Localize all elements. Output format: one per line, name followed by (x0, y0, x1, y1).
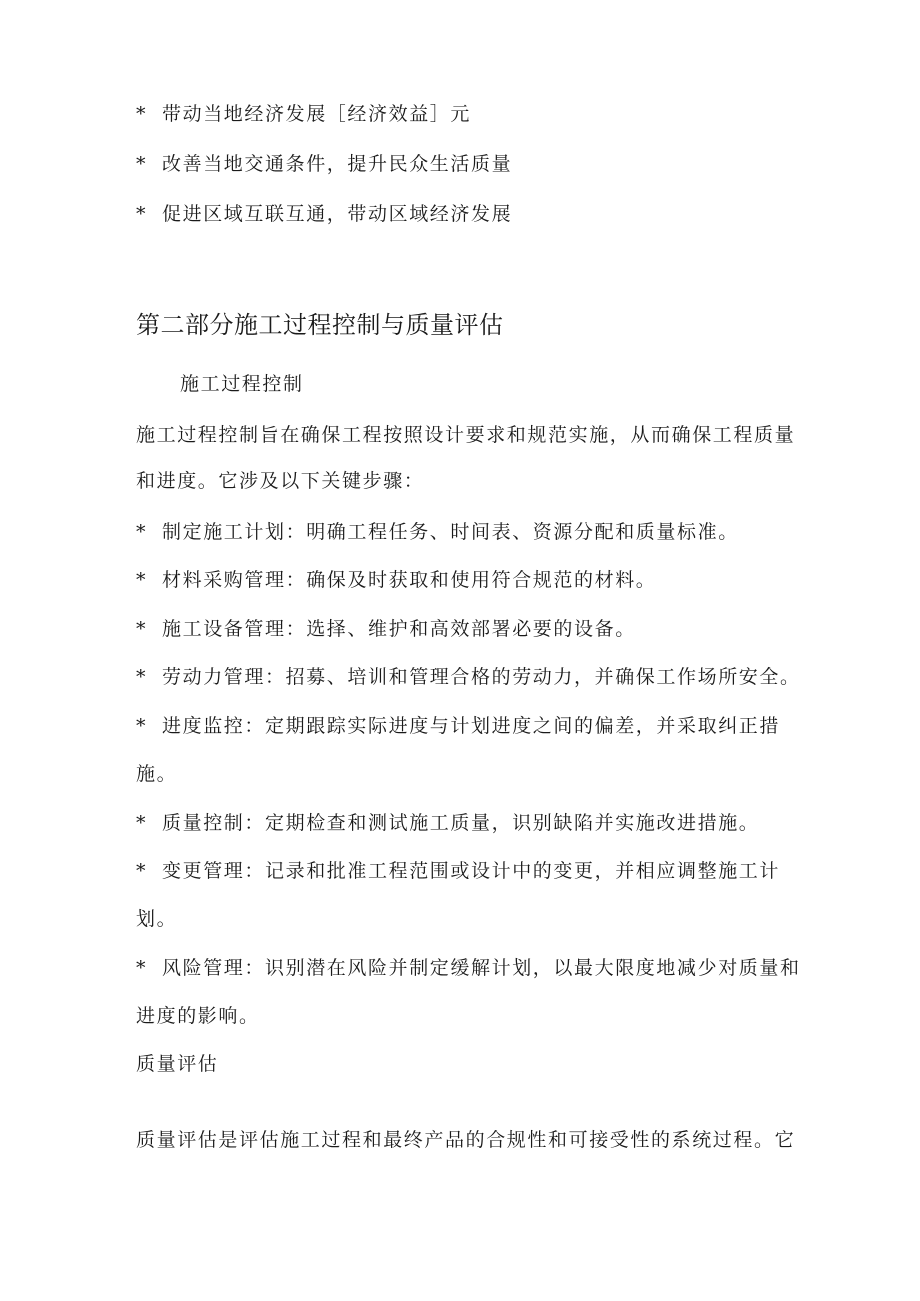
list-item-text: 风险管理：识别潜在风险并制定缓解计划，以最大限度地减少对质量和 (162, 957, 801, 979)
paragraph-line: 质量评估是评估施工过程和最终产品的合规性和可接受性的系统过程。它 (136, 1129, 796, 1151)
bullet-marker: * (136, 103, 148, 125)
bullet-marker: * (136, 957, 148, 979)
list-item-text: 材料采购管理：确保及时获取和使用符合规范的材料。 (162, 569, 657, 591)
bullet-marker: * (136, 812, 148, 834)
list-item (136, 858, 780, 884)
list-item (136, 616, 636, 642)
list-item (136, 810, 759, 836)
list-item (136, 201, 512, 227)
list-item-text: 进度监控：定期跟踪实际进度与计划进度之间的偏差，并采取纠正措 (162, 715, 781, 737)
list-item (136, 664, 801, 690)
list-item (136, 955, 801, 981)
list-item-text: 带动当地经济发展［经济效益］元 (162, 103, 472, 125)
list-item (136, 567, 656, 593)
subsection-title-control: 施工过程控制 (180, 373, 304, 395)
list-item-continuation: 施。 (136, 763, 178, 785)
list-item-text: 促进区域互联互通，带动区域经济发展 (162, 203, 513, 225)
paragraph-line: 施工过程控制旨在确保工程按照设计要求和规范实施，从而确保工程质量 (136, 424, 796, 446)
list-item (136, 713, 780, 739)
list-item-text: 制定施工计划：明确工程任务、时间表、资源分配和质量标准。 (162, 521, 739, 543)
list-item (136, 101, 471, 127)
subsection-title-quality: 质量评估 (136, 1053, 219, 1075)
list-item-text: 改善当地交通条件，提升民众生活质量 (162, 153, 513, 175)
list-item-text: 变更管理：记录和批准工程范围或设计中的变更，并相应调整施工计 (162, 860, 781, 882)
bullet-marker: * (136, 666, 148, 688)
bullet-marker: * (136, 618, 148, 640)
section-title: 第二部分施工过程控制与质量评估 (136, 311, 504, 339)
bullet-marker: * (136, 860, 148, 882)
paragraph-line: 和进度。它涉及以下关键步骤： (136, 470, 425, 492)
list-item-text: 施工设备管理：选择、维护和高效部署必要的设备。 (162, 618, 636, 640)
list-item (136, 151, 512, 177)
list-item-text: 劳动力管理：招募、培训和管理合格的劳动力，并确保工作场所安全。 (162, 666, 801, 688)
bullet-marker: * (136, 203, 148, 225)
bullet-marker: * (136, 569, 148, 591)
bullet-marker: * (136, 715, 148, 737)
bullet-marker: * (136, 521, 148, 543)
list-item (136, 519, 739, 545)
list-item-continuation: 划。 (136, 908, 178, 930)
list-item-text: 质量控制：定期检查和测试施工质量，识别缺陷并实施改进措施。 (162, 812, 760, 834)
list-item-continuation: 进度的影响。 (136, 1005, 260, 1027)
bullet-marker: * (136, 153, 148, 175)
